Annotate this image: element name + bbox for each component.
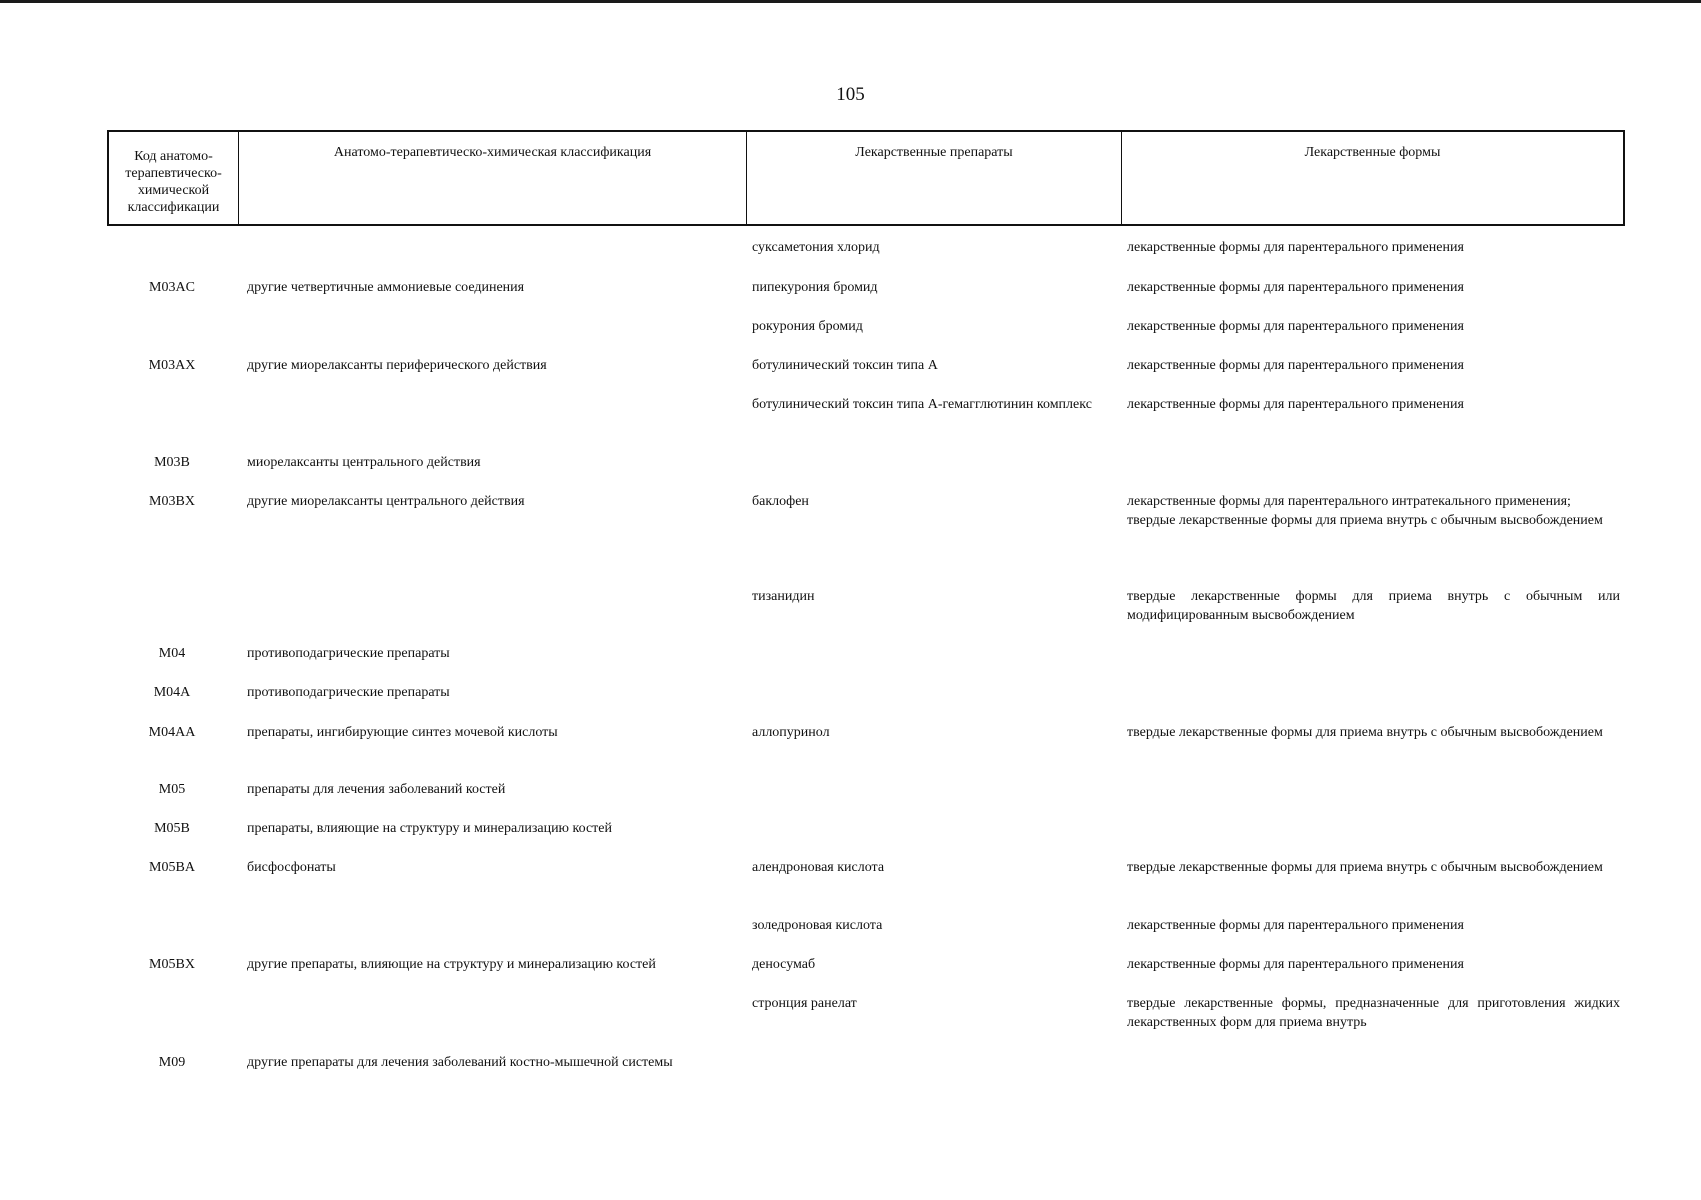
atc-classification-cell: препараты, влияющие на структуру и минерализацию костей: [247, 821, 612, 836]
drug-name-cell: рокурония бромид: [752, 319, 863, 334]
dosage-form-cell: [1127, 587, 1620, 625]
page-number: 105: [836, 84, 865, 105]
dosage-form-text: лекарственные формы для парентерального интратекального применения;: [1127, 494, 1571, 509]
dosage-form-text: лекарственные формы для парентерального применения: [1127, 358, 1464, 373]
atc-code-cell: M03AX: [148, 358, 196, 373]
drug-name-cell: суксаметония хлорид: [752, 240, 880, 255]
atc-code-cell: M03B: [154, 455, 190, 470]
header-code: Код анатомо-терапевтическо-химической классификации: [109, 132, 239, 224]
dosage-form-text: твердые лекарственные формы для приема внутрь с обычным или модифицированным высвобождением: [1127, 589, 1620, 623]
table-header: [107, 130, 1625, 226]
dosage-form-text: лекарственные формы для парентерального применения: [1127, 957, 1464, 972]
atc-code-cell: M03BX: [149, 494, 195, 509]
dosage-form-text: лекарственные формы для парентерального применения: [1127, 280, 1464, 295]
drug-name-cell: алендроновая кислота: [752, 860, 885, 875]
dosage-form-cell: [1127, 994, 1620, 1032]
dosage-form-text: твердые лекарственные формы для приема внутрь с обычным высвобождением: [1127, 725, 1603, 740]
drug-name-cell: тизанидин: [752, 589, 815, 604]
atc-classification-cell: другие препараты, влияющие на структуру и минерализацию костей: [247, 957, 656, 972]
dosage-form-cell: [1127, 317, 1620, 336]
drug-name-cell: деносумаб: [752, 957, 816, 972]
drug-name-cell: ботулинический токсин типа А: [752, 358, 938, 373]
dosage-form-cell: [1127, 395, 1620, 414]
scan-edge-line: [0, 0, 1701, 3]
drug-name-cell: ботулинический токсин типа А-гемагглютинин комплекс: [752, 397, 1092, 412]
atc-classification-cell: другие миорелаксанты центрального действия: [247, 494, 525, 509]
dosage-form-text: твердые лекарственные формы для приема внутрь с обычным высвобождением: [1127, 513, 1603, 528]
dosage-form-text: лекарственные формы для парентерального применения: [1127, 397, 1464, 412]
atc-code-cell: M05B: [154, 821, 190, 836]
header-drugs: Лекарственные препараты: [747, 132, 1122, 224]
dosage-form-cell: [1127, 723, 1620, 742]
dosage-form-text: твердые лекарственные формы, предназначенные для приготовления жидких лекарственных форм для приема внутрь: [1127, 996, 1620, 1030]
header-atc-classification: Анатомо-терапевтическо-химическая классификация: [239, 132, 747, 224]
atc-code-cell: M04: [158, 646, 186, 661]
atc-classification-cell: миорелаксанты центрального действия: [247, 455, 481, 470]
dosage-form-cell: [1127, 238, 1620, 257]
dosage-form-text: лекарственные формы для парентерального применения: [1127, 240, 1464, 255]
dosage-form-text: лекарственные формы для парентерального применения: [1127, 918, 1464, 933]
dosage-form-cell: [1127, 356, 1620, 375]
dosage-form-text: твердые лекарственные формы для приема внутрь с обычным высвобождением: [1127, 860, 1603, 875]
drug-name-cell: пипекурония бромид: [752, 280, 878, 295]
header-dosage-forms: Лекарственные формы: [1304, 145, 1441, 160]
dosage-form-cell: [1127, 955, 1620, 974]
dosage-form-cell: [1127, 278, 1620, 297]
dosage-form-cell: [1127, 916, 1620, 935]
atc-code-cell: M04A: [153, 685, 191, 700]
atc-classification-cell: противоподагрические препараты: [247, 646, 450, 661]
dosage-form-text: лекарственные формы для парентерального применения: [1127, 319, 1464, 334]
atc-classification-cell: препараты для лечения заболеваний костей: [247, 782, 506, 797]
drug-name-cell: баклофен: [752, 494, 809, 509]
atc-classification-cell: другие препараты для лечения заболеваний костно-мышечной системы: [247, 1055, 673, 1070]
atc-classification-cell: противоподагрические препараты: [247, 685, 450, 700]
dosage-form-cell: [1127, 492, 1620, 530]
atc-code-cell: M09: [158, 1055, 186, 1070]
atc-code-cell: M05BX: [149, 957, 195, 972]
dosage-form-cell: [1127, 858, 1620, 877]
atc-code-cell: M05: [158, 782, 186, 797]
atc-classification-cell: другие миорелаксанты периферического действия: [247, 358, 547, 373]
atc-code-cell: M03AC: [149, 280, 195, 295]
atc-classification-cell: бисфосфонаты: [247, 860, 336, 875]
atc-classification-cell: другие четвертичные аммониевые соединения: [247, 280, 525, 295]
atc-code-cell: M04AA: [148, 725, 196, 740]
drug-name-cell: стронция ранелат: [752, 996, 857, 1011]
atc-classification-cell: препараты, ингибирующие синтез мочевой кислоты: [247, 725, 558, 740]
drug-name-cell: аллопуринол: [752, 725, 830, 740]
drug-name-cell: золедроновая кислота: [752, 918, 883, 933]
atc-code-cell: M05BA: [149, 860, 195, 875]
